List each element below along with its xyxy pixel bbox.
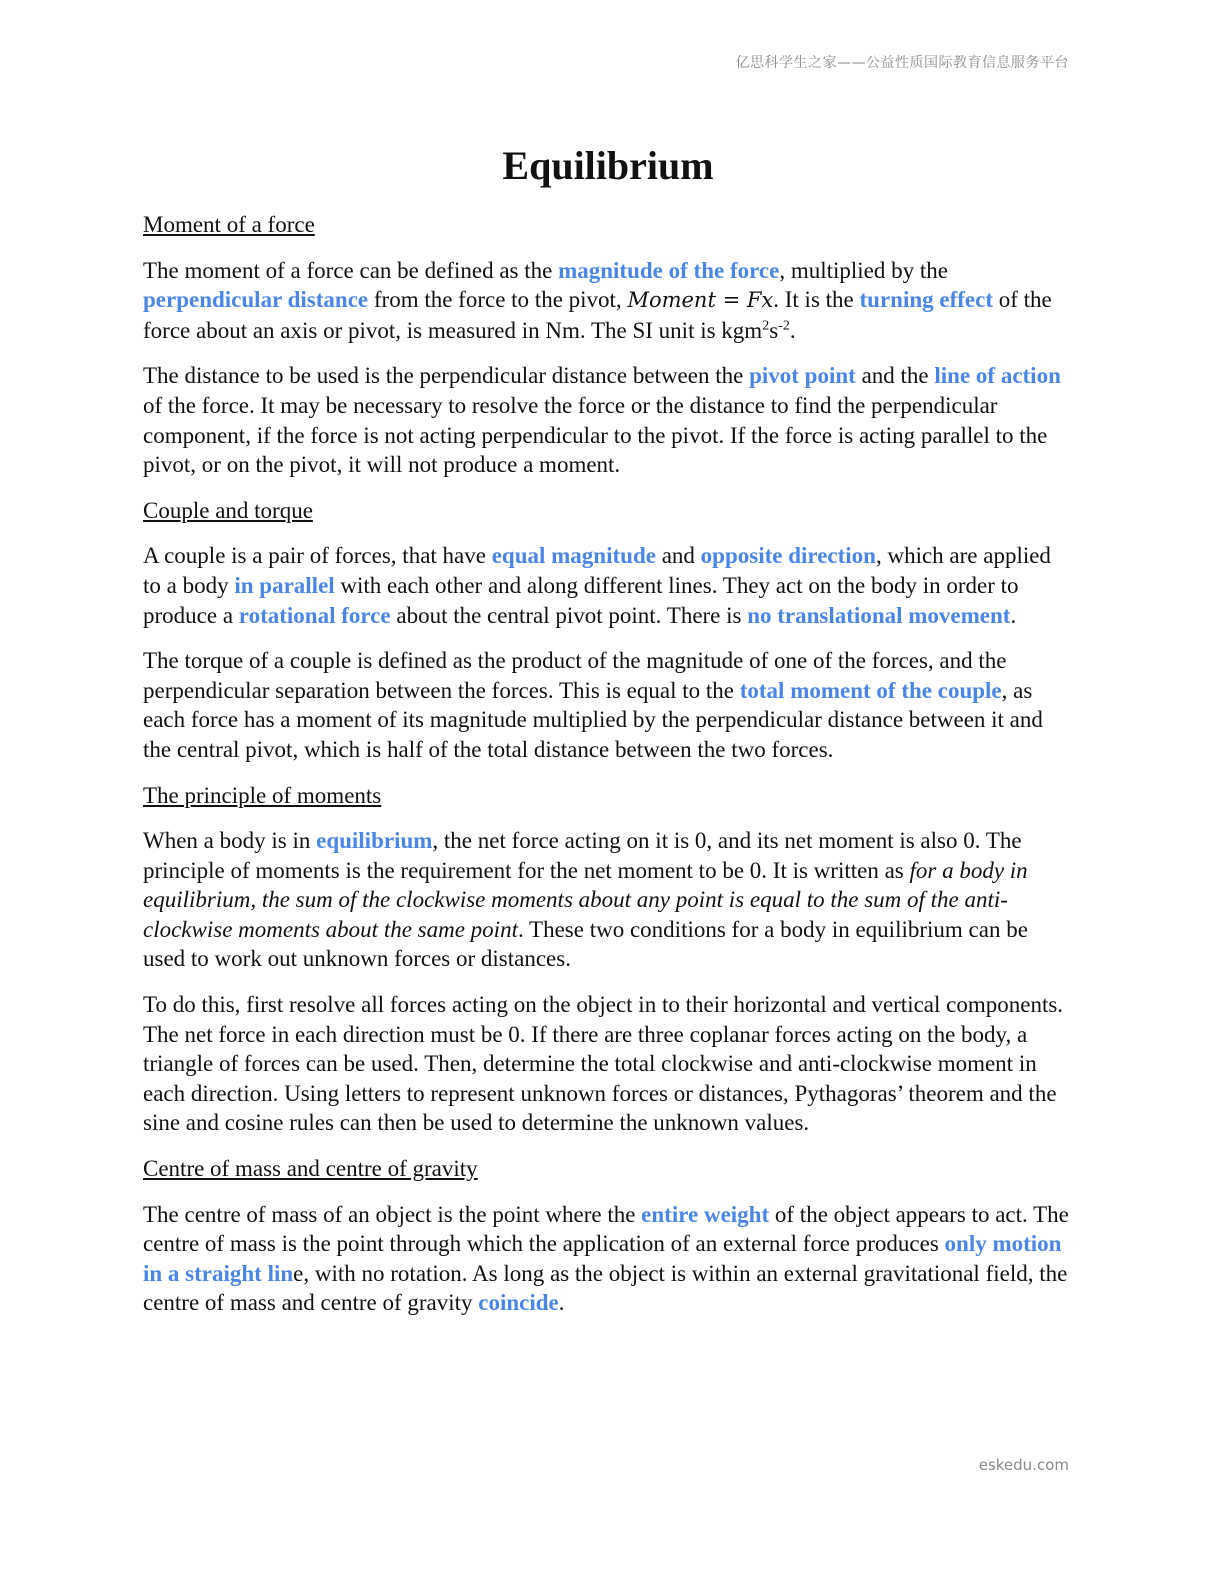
- highlight-term: equilibrium: [316, 828, 433, 854]
- document-body: [143, 140, 1073, 1334]
- heading-moment-of-force: Moment of a force: [143, 212, 315, 237]
- paragraph-moment-distance: The distance to be used is the perpendicular distance between the pivot point and the line of action of the force. It may be necessary to resolve the force or the distance to find the perpendicular component, if the force is not acting perpendicular to the pivot. If the force is acting parallel to the pivot, or on the pivot, it will not produce a moment.: [143, 363, 1061, 478]
- highlight-term: opposite direction: [700, 543, 876, 569]
- highlight-term: in parallel: [234, 572, 335, 598]
- paragraph-centre-of-mass: The centre of mass of an object is the point where the entire weight of the object appears to act. The centre of mass is the point through which the application of an external force produces only motion in a straight line, with no rotation. As long as the object is within an external gravitational field, the centre of mass and centre of gravity coincide.: [143, 1201, 1069, 1316]
- highlight-term: line of action: [934, 363, 1061, 389]
- moment-formula: Moment = Fx: [627, 288, 774, 313]
- heading-couple-torque: Couple and torque: [143, 497, 313, 523]
- paragraph-principle: When a body is in equilibrium, the net force acting on it is 0, and its net moment is also 0. The principle of moments is the requirement for the net moment to be 0. It is written as for a body in equilibrium, the sum of the clockwise moments about any point is equal to the sum of the anti-clockwise moments about the same point. These two conditions for a body in equilibrium can be used to work out unknown forces or distances.: [143, 828, 1028, 972]
- paragraph-moment-definition: The moment of a force can be defined as the magnitude of the force, multiplied by the perpendicular distance from the force to the pivot, Moment = Fx. It is the turning effect of the force about an axis or pivot, is measured in Nm. The SI unit is $kgm^2s^{-2}$.: [143, 257, 1052, 343]
- highlight-term: entire weight: [641, 1201, 770, 1227]
- paragraph-torque: The torque of a couple is defined as the product of the magnitude of one of the forces, and the perpendicular separation between the forces. This is equal to the total moment of the couple, as each force has a moment of its magnitude multiplied by the perpendicular distance between it and the central pivot, which is half of the total distance between the two forces.: [143, 648, 1043, 762]
- page-title: Equilibrium: [502, 143, 714, 188]
- highlight-term: equal magnitude: [491, 543, 656, 569]
- highlight-term: rotational force: [238, 602, 391, 628]
- header-watermark: 亿思科学生之家——公益性质国际教育信息服务平台: [735, 55, 1069, 71]
- highlight-term: turning effect: [859, 287, 993, 313]
- footer-site-name: eskedu.com: [978, 1456, 1069, 1474]
- highlight-term: total moment of the couple: [739, 677, 1002, 703]
- highlight-term: only motion in a straight lin: [143, 1231, 1062, 1286]
- highlight-term: coincide: [478, 1290, 559, 1316]
- highlight-term: no translational movement: [747, 602, 1011, 628]
- highlight-term: magnitude of the force: [558, 257, 780, 283]
- paragraph-couple-definition: A couple is a pair of forces, that have equal magnitude and opposite direction, which are applied to a body in parallel with each other and along different lines. They act on the body in order to produce a rotational force about the central pivot point. There is no translational movement.: [143, 543, 1051, 628]
- highlight-term: perpendicular distance: [143, 287, 369, 313]
- highlight-term: pivot point: [749, 363, 856, 389]
- principle-statement: for a body in equilibrium, the sum of the clockwise moments about any point is equal to the sum of the anti-clockwise moments about the same point: [143, 857, 1028, 942]
- heading-principle-of-moments: The principle of moments: [143, 782, 382, 808]
- paragraph-method: To do this, first resolve all forces acting on the object in to their horizontal and vertical components. The net force in each direction must be 0. If there are three coplanar forces acting on the body, a triangle of forces can be used. Then, determine the total clockwise and anti-clockwise moment in each direction. Using letters to represent unknown forces or distances, Pythagoras’ theorem and the sine and cosine rules can then be used to determine the unknown values.: [143, 992, 1064, 1136]
- heading-centre-of-mass: Centre of mass and centre of gravity: [143, 1156, 478, 1182]
